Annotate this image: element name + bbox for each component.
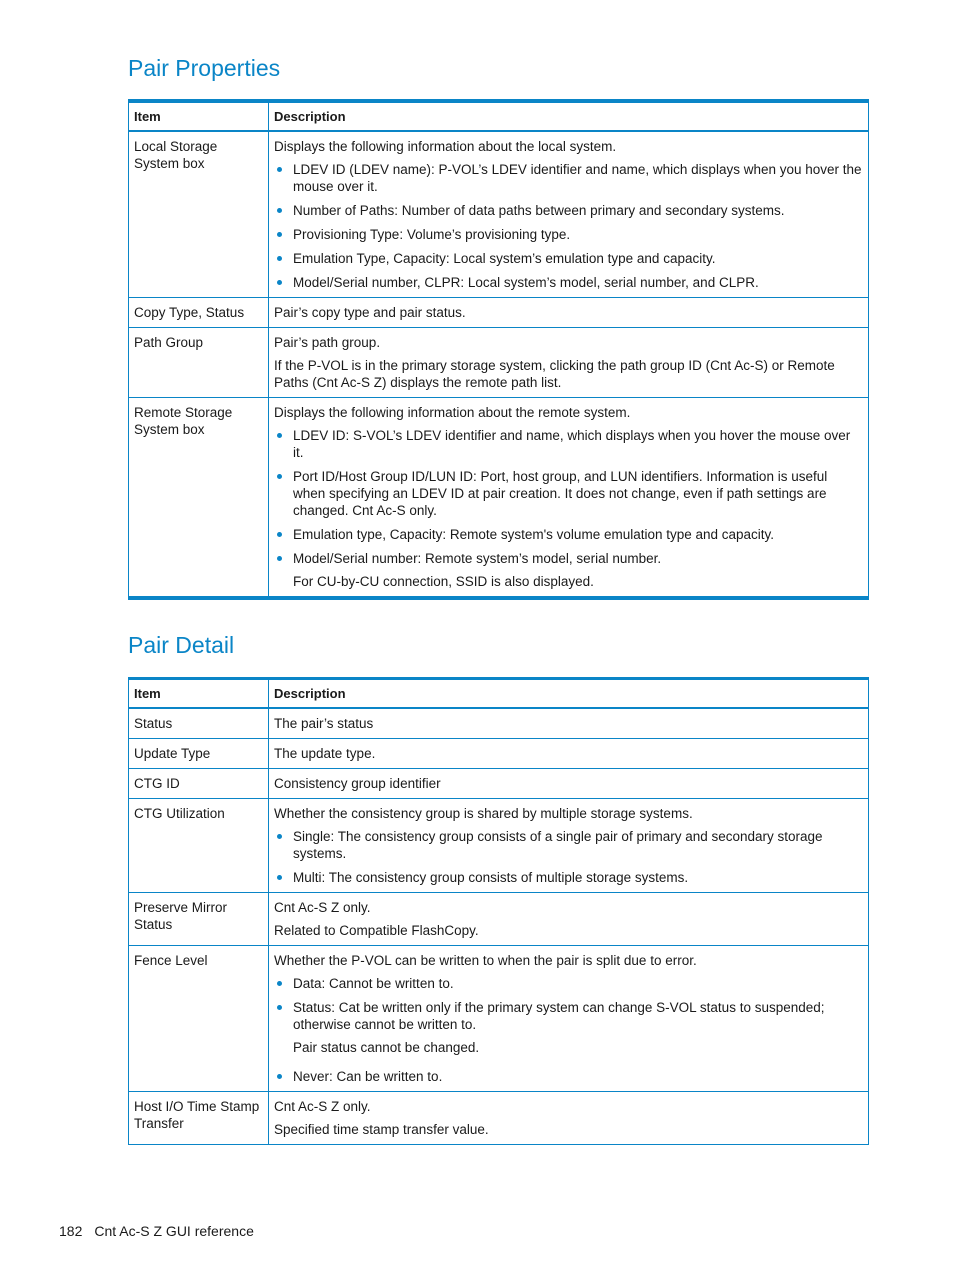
description-intro: The pair’s status: [274, 716, 374, 731]
description-intro: Whether the consistency group is shared by multiple storage systems.: [274, 806, 693, 821]
row-description: [269, 298, 869, 328]
row-item-local-storage-system: Local Storage System box: [129, 131, 269, 298]
table-row: [129, 769, 869, 799]
bullet-icon: [277, 1074, 282, 1079]
column-header-description: Description: [269, 101, 869, 131]
list-item: [274, 468, 863, 519]
bullet-icon: [277, 208, 282, 213]
list-item: [274, 1068, 863, 1085]
row-description: [269, 131, 869, 298]
row-description: [269, 328, 869, 398]
list-item-text: Single: The consistency group consists of a single pair of primary and secondary storage systems.: [293, 829, 823, 861]
row-description: [269, 1092, 869, 1145]
column-header-description: Description: [269, 679, 869, 709]
list-item: [274, 550, 863, 590]
list-item-text: Never: Can be written to.: [293, 1069, 443, 1084]
list-item: [274, 250, 863, 267]
bullet-icon: [277, 474, 282, 479]
row-item-update-type: Update Type: [129, 739, 269, 769]
bullet-icon: [277, 875, 282, 880]
bullet-icon: [277, 232, 282, 237]
description-intro: Cnt Ac-S Z only.: [274, 1099, 371, 1114]
table-row: [129, 708, 869, 739]
table-row: [129, 739, 869, 769]
description-intro: The update type.: [274, 746, 376, 761]
description-extra: Related to Compatible FlashCopy.: [274, 923, 479, 938]
bullet-icon: [277, 556, 282, 561]
list-item: [274, 975, 863, 992]
page-number: 182: [59, 1223, 83, 1239]
bullet-icon: [277, 532, 282, 537]
list-item: [274, 526, 863, 543]
row-item-path-group: Path Group: [129, 328, 269, 398]
table-header-row: [129, 101, 869, 131]
row-item-remote-storage-system: Remote Storage System box: [129, 398, 269, 599]
list-item-text: Emulation type, Capacity: Remote system's volume emulation type and capacity.: [293, 527, 775, 542]
bullet-list: [274, 975, 863, 1085]
bullet-icon: [277, 834, 282, 839]
bullet-list: [274, 828, 863, 886]
row-item-copy-type-status: Copy Type, Status: [129, 298, 269, 328]
list-item: [274, 427, 863, 461]
list-item-text: Emulation Type, Capacity: Local system’s emulation type and capacity.: [293, 251, 716, 266]
row-item-ctg-utilization: CTG Utilization: [129, 799, 269, 893]
row-item-host-io-time-stamp-transfer: Host I/O Time Stamp Transfer: [129, 1092, 269, 1145]
table-row: [129, 328, 869, 398]
row-item-status: Status: [129, 708, 269, 739]
description-intro: Consistency group identifier: [274, 776, 441, 791]
list-item-text: Port ID/Host Group ID/LUN ID: Port, host group, and LUN identifiers. Information is useful when specifying an LDEV ID at pair creation. It does not change, even if path settings are changed. Cnt Ac-S only.: [293, 469, 828, 518]
table-row: [129, 893, 869, 946]
list-item: [274, 161, 863, 195]
list-item-text: Model/Serial number, CLPR: Local system’s model, serial number, and CLPR.: [293, 275, 759, 290]
list-item-text: LDEV ID (LDEV name): P-VOL’s LDEV identifier and name, which displays when you hover the mouse over it.: [293, 162, 862, 194]
row-description: [269, 398, 869, 599]
list-item-text: Model/Serial number: Remote system’s model, serial number.: [293, 551, 662, 566]
list-item-note: For CU-by-CU connection, SSID is also displayed.: [293, 574, 594, 589]
table-row: [129, 946, 869, 1092]
list-item-text: Provisioning Type: Volume’s provisioning type.: [293, 227, 571, 242]
table-row: [129, 298, 869, 328]
list-item-text: Data: Cannot be written to.: [293, 976, 454, 991]
list-item: [274, 226, 863, 243]
description-intro: Displays the following information about the remote system.: [274, 405, 631, 420]
section-title-pair-detail: Pair Detail: [128, 632, 235, 658]
chapter-title: Cnt Ac-S Z GUI reference: [94, 1223, 254, 1239]
section-title-pair-properties: Pair Properties: [128, 55, 281, 81]
bullet-icon: [277, 280, 282, 285]
row-item-preserve-mirror-status: Preserve Mirror Status: [129, 893, 269, 946]
row-description: [269, 799, 869, 893]
row-description: [269, 893, 869, 946]
table-row: [129, 799, 869, 893]
table-header-row: [129, 679, 869, 709]
row-description: [269, 739, 869, 769]
table-row: [129, 398, 869, 599]
list-item-text: Number of Paths: Number of data paths between primary and secondary systems.: [293, 203, 785, 218]
column-header-item: Item: [129, 101, 269, 131]
bullet-icon: [277, 981, 282, 986]
bullet-icon: [277, 433, 282, 438]
bullet-icon: [277, 167, 282, 172]
row-description: [269, 946, 869, 1092]
list-item: [274, 869, 863, 886]
row-item-ctg-id: CTG ID: [129, 769, 269, 799]
description-intro: Displays the following information about the local system.: [274, 139, 617, 154]
description-intro: Cnt Ac-S Z only.: [274, 900, 371, 915]
row-item-fence-level: Fence Level: [129, 946, 269, 1092]
bullet-list: [274, 161, 863, 291]
list-item-text: LDEV ID: S-VOL’s LDEV identifier and name, which displays when you hover the mouse over it.: [293, 428, 851, 460]
pair-detail-table: [128, 677, 869, 1145]
table-row: [129, 131, 869, 298]
row-description: [269, 708, 869, 739]
bullet-icon: [277, 256, 282, 261]
pair-properties-table: [128, 99, 869, 600]
page-footer: [59, 1223, 254, 1239]
list-item: [274, 999, 863, 1056]
description-extra: Specified time stamp transfer value.: [274, 1122, 489, 1137]
column-header-item: Item: [129, 679, 269, 709]
list-item-text: Status: Cat be written only if the primary system can change S-VOL status to suspended; otherwise cannot be written to.: [293, 1000, 825, 1032]
list-item: [274, 202, 863, 219]
bullet-icon: [277, 1005, 282, 1010]
list-item: [274, 828, 863, 862]
list-item-text: Multi: The consistency group consists of multiple storage systems.: [293, 870, 689, 885]
description-intro: Pair’s path group.: [274, 335, 381, 350]
row-description: [269, 769, 869, 799]
description-extra: If the P-VOL is in the primary storage system, clicking the path group ID (Cnt Ac-S) or Remote Paths (Cnt Ac-S Z) displays the remote path list.: [274, 358, 835, 390]
list-item: [274, 274, 863, 291]
list-item-note: Pair status cannot be changed.: [293, 1040, 480, 1055]
description-intro: Pair’s copy type and pair status.: [274, 305, 466, 320]
bullet-list: [274, 427, 863, 590]
table-row: [129, 1092, 869, 1145]
description-intro: Whether the P-VOL can be written to when the pair is split due to error.: [274, 953, 697, 968]
